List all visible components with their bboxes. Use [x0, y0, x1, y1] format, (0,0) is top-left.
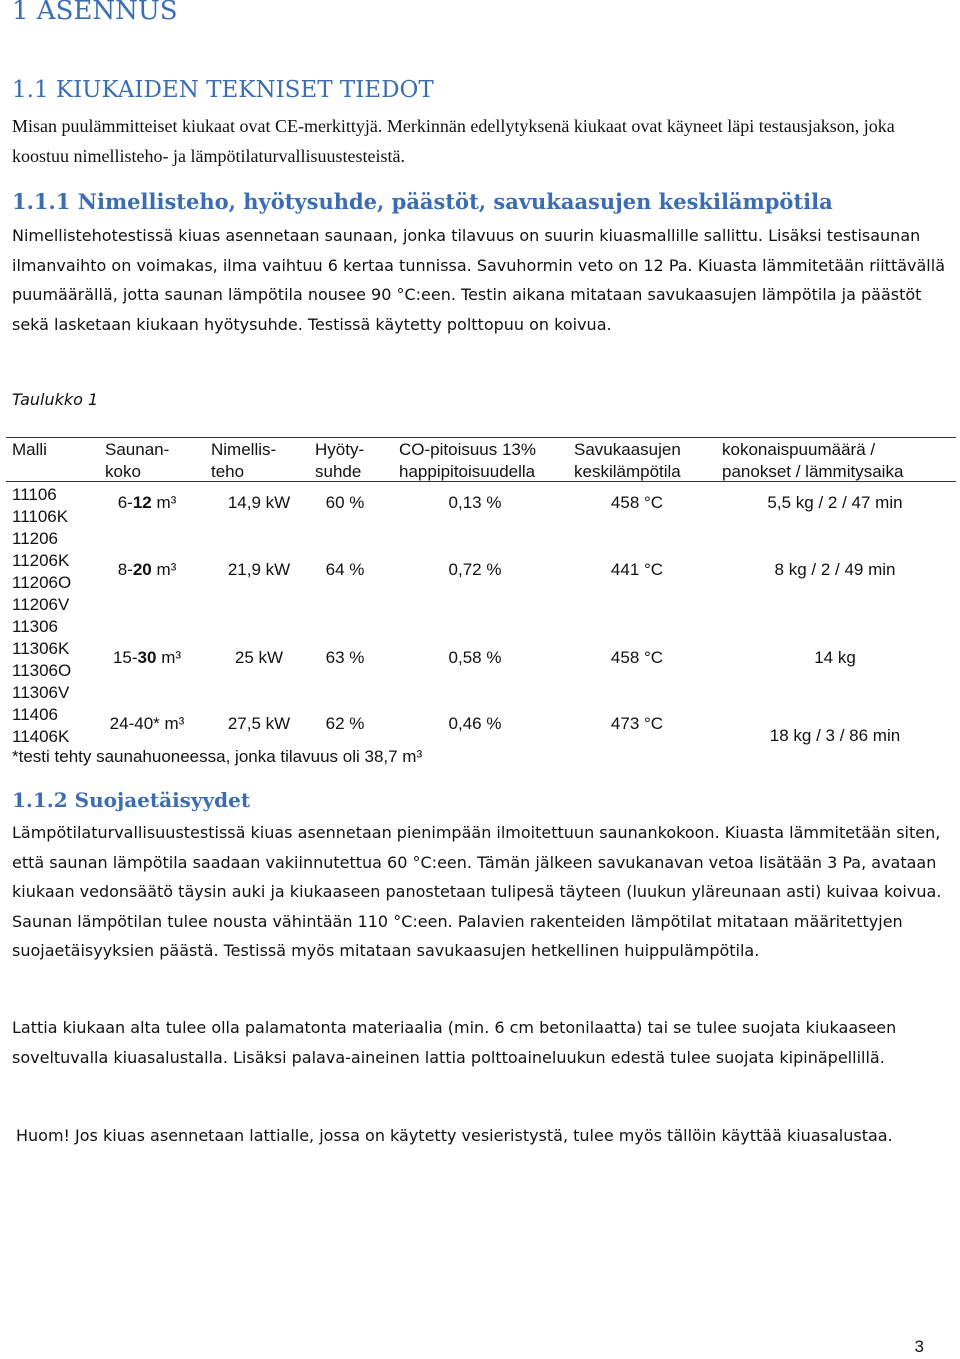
table-header-cell: Saunan-	[105, 440, 170, 459]
table-efficiency-cell: 62 %	[325, 714, 365, 733]
table-model-cell: 11106K	[12, 507, 69, 526]
table-co-cell: 0,58 %	[448, 648, 502, 667]
table-size-cell: 15-30 m³	[112, 648, 182, 667]
table-efficiency-cell: 64 %	[325, 560, 365, 579]
section-112-para-3: Huom! Jos kiuas asennetaan lattialle, jossa on käytetty vesieristystä, tulee myös tällöin käyttää kiuasalustaa.	[16, 1126, 893, 1145]
heading-1: 1 ASENNUS	[12, 0, 178, 26]
section-112-title: 1.1.2 Suojaetäisyydet	[12, 788, 251, 812]
table-efficiency-cell: 63 %	[325, 648, 365, 667]
table-power-cell: 25 kW	[234, 648, 284, 667]
table-wood-cell: 5,5 kg / 2 / 47 min	[767, 493, 903, 512]
table-header-cell: teho	[211, 462, 245, 481]
table-size-cell: 6-12 m³	[117, 493, 177, 512]
table-model-cell: 11206O	[12, 573, 72, 592]
table-header-cell: Hyöty-	[315, 440, 365, 459]
table-model-cell: 11306V	[12, 683, 70, 702]
table-header-cell: Nimellis-	[211, 440, 277, 459]
table-model-cell: 11306K	[12, 639, 70, 658]
intro-paragraph: Misan puulämmitteiset kiukaat ovat CE-merkittyjä. Merkinnän edellytyksenä kiukaat ovat käyneet läpi testausjakson, joka koostuu nimellisteho- ja lämpötilaturvallisuustesteistä.	[12, 116, 895, 166]
table-header-cell: happipitoisuudella	[399, 462, 536, 481]
table-wood-cell: 18 kg / 3 / 86 min	[769, 726, 901, 745]
table-wood-cell: 8 kg / 2 / 49 min	[774, 560, 896, 579]
table-model-cell: 11206V	[12, 595, 70, 614]
table-size-cell: 8-20 m³	[117, 560, 177, 579]
table-temperature-cell: 458 °C	[610, 493, 664, 512]
table-header-cell: kokonaispuumäärä /	[722, 440, 876, 459]
table-header-cell: CO-pitoisuus 13%	[399, 440, 537, 459]
table-model-cell: 11206K	[12, 551, 70, 570]
table-model-cell: 11406	[12, 705, 59, 724]
table-power-cell: 27,5 kW	[227, 714, 291, 733]
table-temperature-cell: 473 °C	[610, 714, 664, 733]
table-header-cell: keskilämpötila	[574, 462, 681, 481]
section-112-para-2: Lattia kiukaan alta tulee olla palamatonta materiaalia (min. 6 cm betonilaatta) tai se tulee suojata kiukaaseen soveltuvalla kiuasalustalla. Lisäksi palava-aineinen lattia polttoaineluukun edestä tulee suojata kipinäpellillä.	[12, 1018, 897, 1067]
table-header-cell: Malli	[12, 440, 47, 459]
table-power-cell: 14,9 kW	[227, 493, 291, 512]
table-model-cell: 11306	[12, 617, 59, 636]
table-temperature-cell: 458 °C	[610, 648, 664, 667]
table-co-cell: 0,72 %	[448, 560, 502, 579]
section-111-text: Nimellistehotestissä kiuas asennetaan saunaan, jonka tilavuus on suurin kiuasmallille sallittu. Lisäksi testisaunan ilmanvaihto on voimakas, ilma vaihtuu 6 kertaa tunnissa. Savuhormin veto on 12 Pa. Kiuasta lämmitetään riittävällä puumäärällä, jotta saunan lämpötila nousee 90 °C:een. Testin aikana mitataan savukaasujen lämpötila ja päästöt sekä lasketaan kiukaan hyötysuhde. Testissä käytetty polttopuu on koivua.	[12, 226, 945, 334]
table-size-cell: 24-40* m³	[109, 714, 185, 733]
table-footnote: *testi tehty saunahuoneessa, jonka tilavuus oli 38,7 m³	[12, 747, 423, 766]
section-112-para-1: Lämpötilaturvallisuustestissä kiuas asennetaan pienimpään ilmoitettuun saunankokoon. Kiuasta lämmitetään siten, että saunan lämpötila saadaan vakiinnutettua 60 °C:een. Tämän jälkeen savukanavan vetoa lisätään 3 Pa, avataan kiukaan vedonsäätö täysin auki ja kiukaaseen panostetaan tulipesä täyteen (luukun yläreunaan asti) kuivaa koivua. Saunan lämpötilan tulee nousta vähintään 110 °C:een. Palavien rakenteiden lämpötilat mitataan määritettyjen suojaetäisyyksien päästä. Testissä myös mitataan savukaasujen hetkellinen huippulämpötila.	[12, 823, 942, 960]
table-power-cell: 21,9 kW	[227, 560, 291, 579]
table-header-cell: Savukaasujen	[574, 440, 681, 459]
table-efficiency-cell: 60 %	[325, 493, 365, 512]
table-header-cell: suhde	[315, 462, 362, 481]
table-header-cell: koko	[105, 462, 141, 481]
page-number: 3	[914, 1337, 924, 1356]
table-model-cell: 11406K	[12, 727, 70, 746]
table-header-cell: panokset / lämmitysaika	[722, 462, 904, 481]
section-111-title: 1.1.1 Nimellisteho, hyötysuhde, päästöt, savukaasujen keskilämpötila	[12, 189, 833, 214]
table-temperature-cell: 441 °C	[610, 560, 664, 579]
table-model-cell: 11206	[12, 529, 59, 548]
table-co-cell: 0,13 %	[448, 493, 502, 512]
table-wood-cell: 14 kg	[814, 648, 856, 667]
table-co-cell: 0,46 %	[448, 714, 502, 733]
table-top-rule	[6, 437, 956, 438]
table-model-cell: 11306O	[12, 661, 72, 680]
heading-2: 1.1 KIUKAIDEN TEKNISET TIEDOT	[12, 77, 434, 103]
table-caption: Taulukko 1	[12, 390, 99, 409]
table-model-cell: 11106	[12, 485, 57, 504]
